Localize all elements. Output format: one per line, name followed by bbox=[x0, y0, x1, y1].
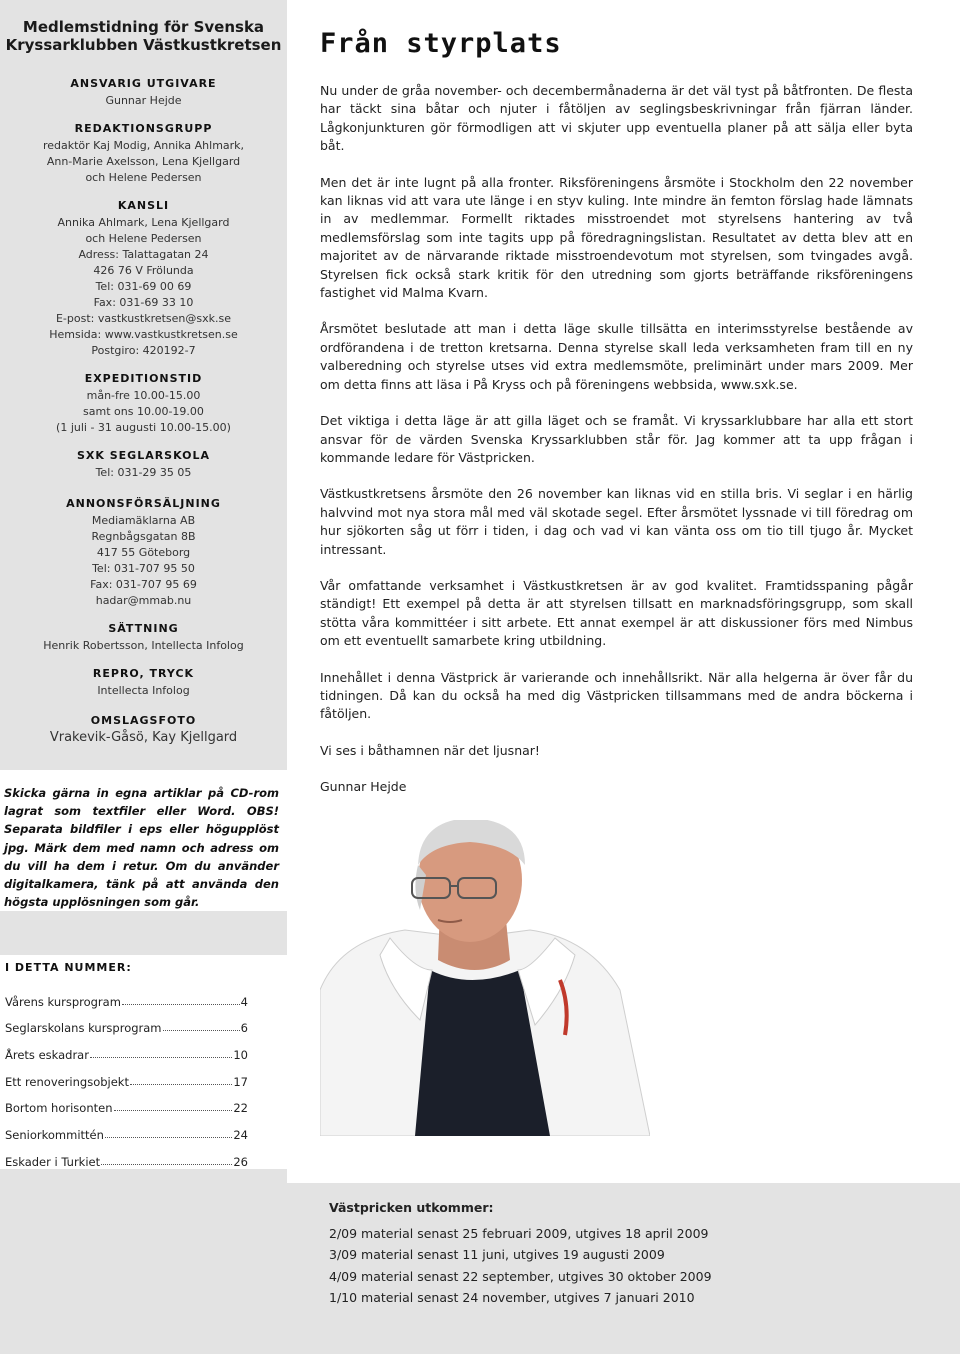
article-paragraph: Men det är inte lugnt på alla fronter. Riksföreningens årsmöte i Stockholm den 22 november kan liknas vid att vara ute länge i en styv kuling. Inte mindre än femton förslag hade lämnats in av medlemmar. Formellt riktades misstroendet mot styrelsens hantering av två medlemsförslag som inte tagits upp på föredragningslistan. Resultatet av detta blev att en majoritet av de närvarande riktade misstroendevotum mot styrelsen, som tvingades avgå. Styrelsen fick också stark kritik för den utredning som gjorts beträffande riksföreningens fastighet vid Malma Kvarn. bbox=[320, 174, 913, 301]
toc-item bbox=[5, 1142, 248, 1169]
section-heading: ANNONSFÖRSÄLJNING bbox=[66, 497, 221, 510]
section-line: Regnbågsgatan 8B bbox=[91, 530, 196, 543]
sidebar-section-omslag bbox=[0, 713, 287, 746]
schedule-line: 3/09 material senast 11 juni, utgives 19 augusti 2009 bbox=[329, 1247, 665, 1263]
section-line: Hemsida: www.vastkustkretsen.se bbox=[49, 328, 238, 341]
section-line: Fax: 031-707 95 69 bbox=[90, 578, 197, 591]
section-line: Ann-Marie Axelsson, Lena Kjellgard bbox=[46, 155, 241, 168]
toc-heading: I DETTA NUMMER: bbox=[5, 961, 132, 974]
section-line: hadar@mmab.nu bbox=[95, 594, 192, 607]
section-line: Henrik Robertsson, Intellecta Infolog bbox=[43, 639, 244, 652]
toc-leader bbox=[90, 1057, 232, 1058]
portrait-photo bbox=[320, 820, 650, 1136]
article-paragraph: Innehållet i denna Västprick är varierande och innehållsrikt. När alla helgerna är över får du tidningen. Då kan du också ha med dig Västpricken tillsammans med de andra böckerna i fåtöljen. bbox=[320, 669, 913, 722]
publication-schedule bbox=[287, 1183, 960, 1354]
toc-item-page: 4 bbox=[240, 994, 248, 1009]
article-paragraph: Vår omfattande verksamhet i Västkustkretsen är av god kvalitet. Framtidsspaning pågår ständigt! Ett exempel på detta är att styrelsen tillsatt en marknadsföringsgrupp, som skall stötta våra kommittéer i sitt arbete. Ett annat exempel är att diskussioner förs med Nimbus om ett eventuellt samarbete kring utbildning. bbox=[320, 577, 913, 649]
sidebar-section-ansvarig bbox=[0, 76, 287, 109]
masthead bbox=[0, 18, 287, 54]
article-paragraph: Årsmötet beslutade att man i detta läge skulle tillsätta en interimsstyrelse bestående av ordförandena i de tretton kretsarna. Denna styrelse skall leda verksamheten fram till en ny valberedning och styrelse utses vid extra medlemsmöte, preliminärt under mars 2009. Mer om detta finns att läsa i På Kryss och på föreningens webbsida, www.sxk.se. bbox=[320, 321, 913, 392]
article-paragraph: Nu under de gråa november- och decembermånaderna är det väl tyst på båtfronten. De flesta har täckt sina båtar och njuter i fåtöljen av seglingsbeskrivningar från fjärran länder. Lågkonjunkturen gör förmodligen att vi skjuter upp eventuella planer på att sälja eller byta båt. bbox=[320, 83, 913, 154]
section-line: Tel: 031-707 95 50 bbox=[92, 562, 195, 575]
toc-leader bbox=[163, 1030, 240, 1031]
schedule-line: 4/09 material senast 22 september, utgives 30 oktober 2009 bbox=[329, 1268, 712, 1284]
section-line: 417 55 Göteborg bbox=[96, 546, 191, 559]
page-title: Från styrplats bbox=[320, 28, 562, 59]
section-line: Tel: 031-69 00 69 bbox=[95, 280, 192, 293]
section-line: redaktör Kaj Modig, Annika Ahlmark, bbox=[42, 139, 245, 152]
section-line: och Helene Pedersen bbox=[85, 232, 202, 245]
sidebar-section-kansli bbox=[0, 198, 287, 359]
toc-item-page: 26 bbox=[233, 1154, 248, 1169]
section-line: Postgiro: 420192-7 bbox=[91, 344, 196, 357]
schedule-line: 2/09 material senast 25 februari 2009, utgives 18 april 2009 bbox=[329, 1226, 709, 1241]
section-heading: SÄTTNING bbox=[108, 622, 179, 635]
section-heading: REDAKTIONSGRUPP bbox=[74, 122, 213, 135]
table-of-contents bbox=[0, 955, 287, 1169]
toc-item bbox=[5, 1062, 248, 1089]
signature: Gunnar Hejde bbox=[320, 779, 407, 795]
schedule-heading: Västpricken utkommer: bbox=[329, 1200, 494, 1215]
article-body bbox=[320, 82, 913, 815]
sidebar-section-redaktion bbox=[0, 121, 287, 186]
section-line: Tel: 031-29 35 05 bbox=[95, 466, 192, 479]
section-heading: REPRO, TRYCK bbox=[92, 667, 195, 680]
article-paragraph: Det viktiga i detta läge är att gilla läget och se framåt. Vi kryssarklubbare har alla ett stort ansvar för de värden Svenska Kryssarklubben står för. Jag kommer att ta upp frågan i kommande ledare för Västpricken. bbox=[320, 413, 913, 465]
section-line: 426 76 V Frölunda bbox=[93, 264, 194, 277]
sidebar-section-repro bbox=[0, 666, 287, 699]
toc-item-label: Seglarskolans kursprogram bbox=[5, 1021, 162, 1036]
section-line: mån-fre 10.00-15.00 bbox=[86, 389, 201, 402]
section-heading: OMSLAGSFOTO bbox=[90, 714, 197, 727]
section-line: Mediamäklarna AB bbox=[91, 514, 196, 527]
toc-item bbox=[5, 1009, 248, 1036]
toc-item bbox=[5, 1089, 248, 1116]
toc-leader bbox=[114, 1110, 233, 1111]
toc-item-label: Årets eskadrar bbox=[5, 1048, 89, 1063]
toc-item-page: 17 bbox=[233, 1074, 248, 1089]
toc-item bbox=[5, 1035, 248, 1062]
toc-item-page: 6 bbox=[240, 1021, 248, 1036]
toc-item-label: Ett renoveringsobjekt bbox=[5, 1074, 129, 1089]
section-heading: EXPEDITIONSTID bbox=[84, 372, 203, 385]
toc-item-page: 10 bbox=[233, 1048, 248, 1063]
masthead-line: Medlemstidning för Svenska bbox=[22, 18, 265, 36]
toc-item-page: 24 bbox=[233, 1128, 248, 1143]
contribution-notice bbox=[0, 770, 287, 911]
sidebar-section-sattning bbox=[0, 621, 287, 654]
masthead-line: Kryssarklubben Västkustkretsen bbox=[5, 36, 282, 54]
section-line: samt ons 10.00-19.00 bbox=[83, 405, 204, 418]
toc-item-label: Bortom horisonten bbox=[5, 1101, 113, 1116]
article-paragraph: Västkustkretsens årsmöte den 26 november kan liknas vid en stilla bris. Vi seglar i en härlig halvvind mot nya stora mål med väl skotade segel. Efter årsmötet lyssnade vi till föredrag om hur sjökorten såg ut förr i tiden, i dag och vad vi kan vänta oss om tio till tjugo år. Mycket intressant. bbox=[320, 486, 913, 557]
toc-item-page: 22 bbox=[233, 1101, 248, 1116]
toc-item bbox=[5, 982, 248, 1009]
section-line: Fax: 031-69 33 10 bbox=[93, 296, 194, 309]
schedule-line: 1/10 material senast 24 november, utgives 7 januari 2010 bbox=[329, 1289, 695, 1305]
toc-leader bbox=[130, 1084, 232, 1085]
section-heading: KANSLI bbox=[117, 199, 170, 212]
section-heading: ANSVARIG UTGIVARE bbox=[70, 77, 217, 90]
section-line: Gunnar Hejde bbox=[105, 94, 182, 107]
toc-leader bbox=[101, 1164, 232, 1165]
toc-item-label: Vårens kursprogram bbox=[5, 994, 121, 1009]
sidebar-section-expedition bbox=[0, 371, 287, 436]
sidebar-section-annons bbox=[0, 496, 287, 609]
sidebar-section-seglarskola bbox=[0, 448, 287, 481]
toc-item-label: Seniorkommittén bbox=[5, 1128, 104, 1143]
article-paragraph: Vi ses i båthamnen när det ljusnar! bbox=[320, 742, 540, 758]
section-line: Intellecta Infolog bbox=[97, 684, 190, 697]
section-heading: SXK SEGLARSKOLA bbox=[76, 449, 211, 462]
toc-item bbox=[5, 1115, 248, 1142]
section-line: Annika Ahlmark, Lena Kjellgard bbox=[57, 216, 230, 229]
contribution-text: Skicka gärna in egna artiklar på CD-rom lagrat som textfiler eller Word. OBS! Separata bildfiler i eps eller högupplöst jpg. Märk dem med namn och adress om du vill ha dem i retur. Om du använder digitalkamera, tänk på att använda den högsta upplösningen som går. bbox=[4, 786, 279, 910]
toc-item-label: Eskader i Turkiet bbox=[5, 1154, 101, 1169]
section-line: E-post: vastkustkretsen@sxk.se bbox=[55, 312, 232, 325]
section-line: Adress: Talattagatan 24 bbox=[78, 248, 209, 261]
toc-leader bbox=[122, 1004, 240, 1005]
toc-leader bbox=[105, 1137, 232, 1138]
section-line: (1 juli - 31 augusti 10.00-15.00) bbox=[56, 421, 231, 434]
section-line: och Helene Pedersen bbox=[85, 171, 202, 184]
section-line: Vrakevik-Gåsö, Kay Kjellgard bbox=[49, 730, 238, 745]
